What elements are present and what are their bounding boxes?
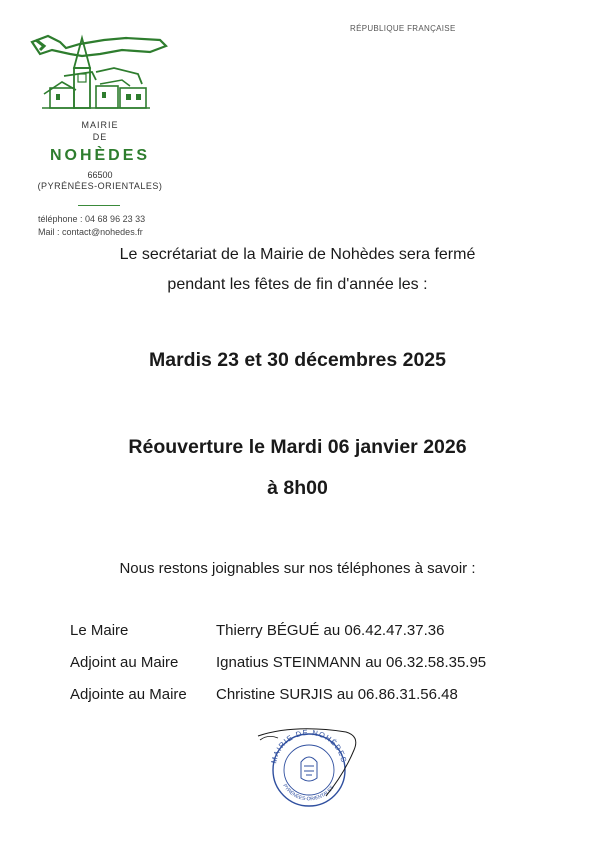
letterhead-separator [78, 205, 120, 206]
village-logo [30, 28, 170, 120]
contact-role: Adjoint au Maire [70, 654, 179, 671]
contact-info: Thierry BÉGUÉ au 06.42.47.37.36 [216, 622, 445, 639]
letterhead-de: DE [92, 132, 108, 142]
republique-francaise: RÉPUBLIQUE FRANÇAISE [350, 24, 456, 33]
reachable-text: Nous restons joignables sur nos téléphones à savoir : [119, 560, 476, 577]
svg-text:MAIRIE DE NOHÈDES [269, 728, 348, 764]
department: (PYRÉNÉES-ORIENTALES) [37, 181, 163, 191]
letterhead-mairie: MAIRIE [81, 120, 119, 130]
contact-info: Christine SURJIS au 06.86.31.56.48 [216, 686, 458, 703]
closed-dates: Mardis 23 et 30 décembres 2025 [148, 349, 446, 371]
intro-line-2: pendant les fêtes de fin d'année les : [167, 276, 428, 293]
reopening-time: à 8h00 [267, 477, 328, 499]
reopening-date: Réouverture le Mardi 06 janvier 2026 [128, 436, 467, 458]
official-stamp [254, 722, 364, 808]
commune-name: NOHÈDES [49, 147, 151, 164]
contact-info: Ignatius STEINMANN au 06.32.58.35.95 [216, 654, 487, 671]
contact-role: Le Maire [70, 622, 129, 639]
postcode: 66500 [87, 170, 113, 180]
intro-line-1: Le secrétariat de la Mairie de Nohèdes sera fermé [119, 246, 476, 263]
stamp-bottom-text: PYRÉNÉES-ORIENTALES [281, 783, 336, 803]
stamp-text: MAIRIE DE NOHÈDES [269, 727, 349, 765]
email-line: Mail : contact@nohedes.fr [38, 227, 143, 237]
phone-line: téléphone : 04 68 96 23 33 [38, 214, 146, 224]
contact-role: Adjointe au Maire [70, 686, 187, 703]
